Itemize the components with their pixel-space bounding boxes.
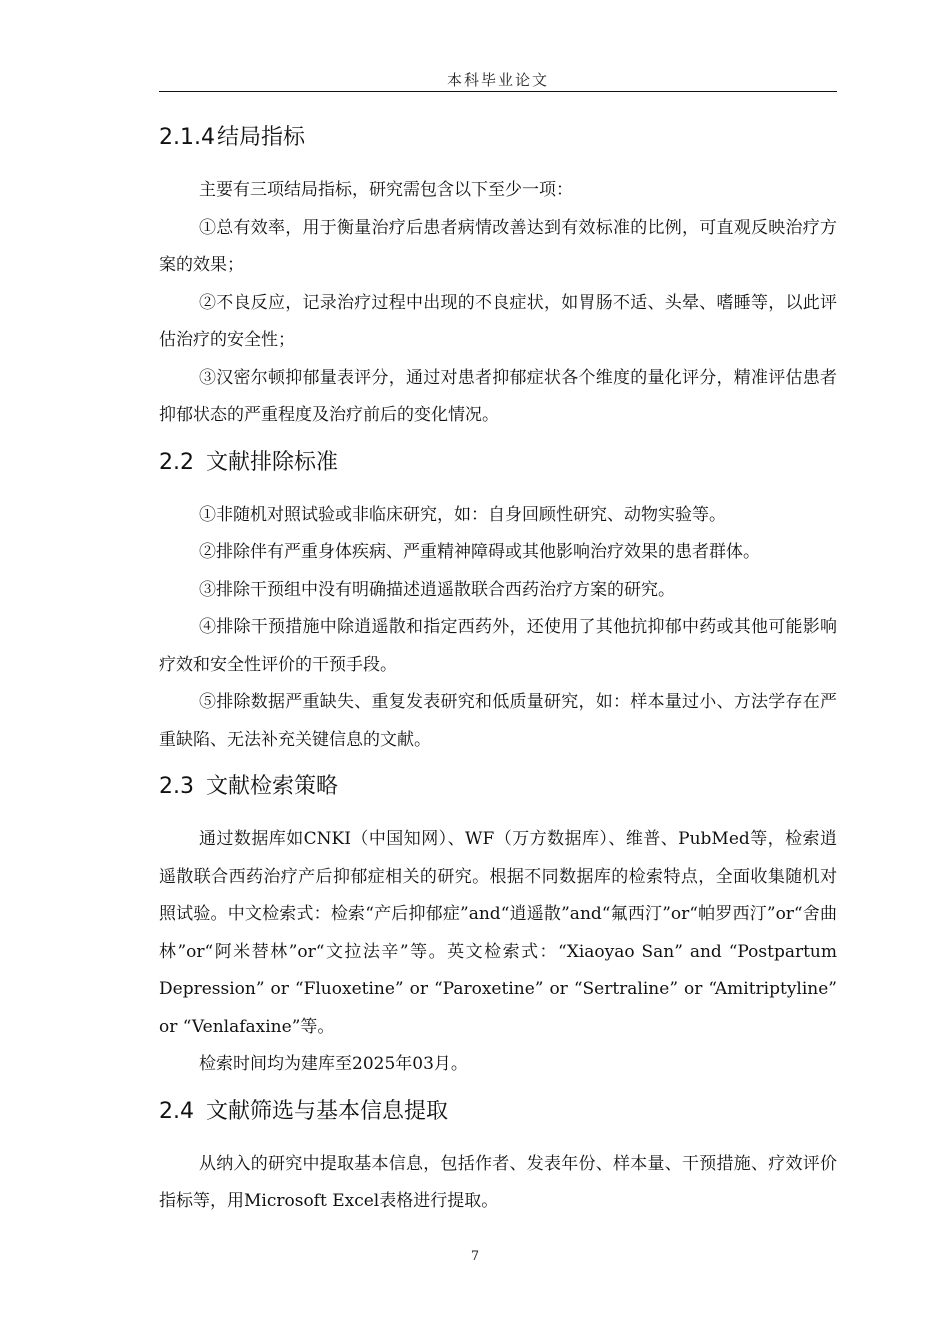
section-number: 2.4 [159,1098,194,1124]
running-header: 本科毕业论文 [446,71,549,89]
section-2-1-4 [159,118,837,435]
section-title: 文献筛选与基本信息提取 [206,1098,449,1124]
paragraph: 从纳入的研究中提取基本信息，包括作者、发表年份、样本量、干预措施、疗效评价指标等，用Microsoft Excel表格进行提取。 [159,1153,837,1211]
section-heading [159,443,837,483]
paragraph: ②不良反应，记录治疗过程中出现的不良症状，如胃肠不适、头晕、嗜睡等，以此评估治疗的安全性； [159,292,837,350]
section-number: 2.1.4 [159,125,215,150]
paragraph: ⑤排除数据严重缺失、重复发表研究和低质量研究，如：样本量过小、方法学存在严重缺陷、无法补充关键信息的文献。 [159,692,837,750]
section-number: 2.2 [159,449,194,475]
section-heading [159,767,837,807]
section-title: 文献排除标准 [206,449,339,475]
page-number: 7 [470,1249,480,1264]
paragraph: ②排除伴有严重身体疾病、严重精神障碍或其他影响治疗效果的患者群体。 [199,542,760,562]
section-number: 2.3 [159,774,194,799]
section-title: 结局指标 [216,125,305,150]
section-heading [159,118,837,158]
paragraph: 通过数据库如CNKI（中国知网）、WF（万方数据库）、维普、PubMed等，检索逍遥散联合西药治疗产后抑郁症相关的研究。根据不同数据库的检索特点，全面收集随机对照试验。中文检索式：检索“产后抑郁症”and“逍遥散”and“氟西汀”or“帕罗西汀”or“舍曲林”or“阿米替林”or“文拉法辛”等。英文检索式：“Xiaoyao San” and “Postpartum Depression” or “Fluoxetine” or “Paroxetine” or “Sertraline” or “Amitriptyline” or “Venlafaxine”等。 [159,829,837,1037]
page-body [159,118,837,1221]
section-title: 文献检索策略 [206,774,339,799]
section-heading [159,1092,837,1132]
paragraph: 主要有三项结局指标，研究需包含以下至少一项： [199,180,573,200]
header-rule [159,91,837,92]
paragraph: ①总有效率，用于衡量治疗后患者病情改善达到有效标准的比例，可直观反映治疗方案的效果； [159,217,837,275]
paragraph: 检索时间均为建库至2025年03月。 [199,1054,468,1074]
section-2-2 [159,443,837,760]
paragraph: ④排除干预措施中除逍遥散和指定西药外，还使用了其他抗抑郁中药或其他可能影响疗效和安全性评价的干预手段。 [159,617,837,675]
paragraph: ①非随机对照试验或非临床研究，如：自身回顾性研究、动物实验等。 [199,504,726,525]
section-2-3 [159,767,837,1084]
paragraph: ③排除干预组中没有明确描述逍遥散联合西药治疗方案的研究。 [199,579,675,600]
paragraph: ③汉密尔顿抑郁量表评分，通过对患者抑郁症状各个维度的量化评分，精准评估患者抑郁状态的严重程度及治疗前后的变化情况。 [159,367,837,425]
section-2-4 [159,1092,837,1221]
